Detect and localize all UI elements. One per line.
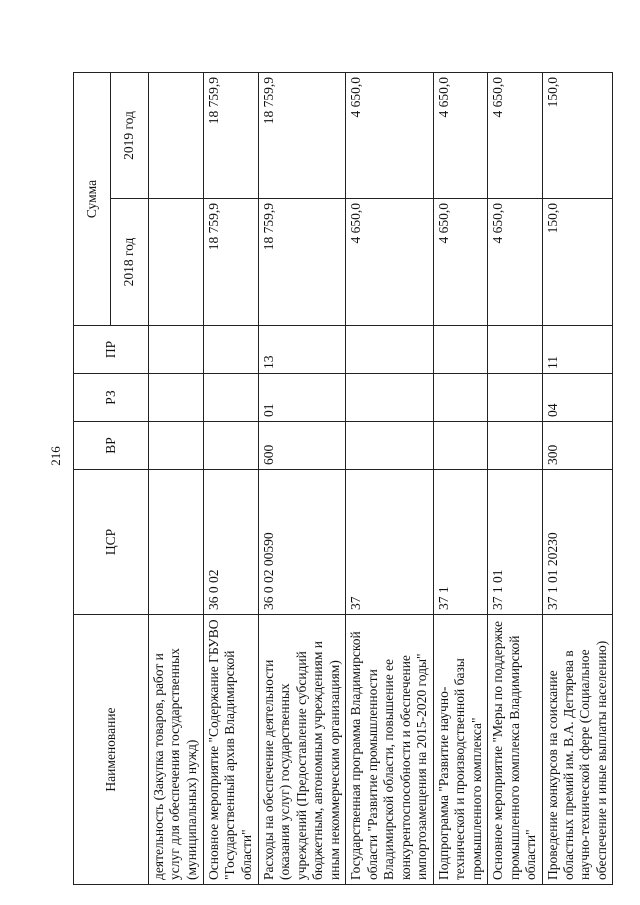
- row-pr: [346, 326, 433, 374]
- row-2018: 150,0: [542, 199, 613, 326]
- header-name: Наименование: [74, 615, 149, 885]
- row-vr: [204, 422, 259, 470]
- table-row: [488, 72, 542, 884]
- header-2019: 2019 год: [111, 72, 149, 198]
- row-vr: [346, 422, 433, 470]
- row-vr: [488, 422, 542, 470]
- header-sum: Сумма: [74, 72, 111, 325]
- row-csr: 37 1 01 20230: [542, 470, 613, 615]
- row-name: Подпрограмма "Развитие научно-технической и производственной базы промышленного комплекса": [433, 615, 487, 885]
- table-row: [346, 72, 433, 884]
- header-csr: ЦСР: [74, 470, 149, 615]
- row-pr: [433, 326, 487, 374]
- row-rz: [346, 374, 433, 422]
- row-2019: 4 650,0: [433, 72, 487, 198]
- row-vr: 600: [259, 422, 346, 470]
- budget-table: [73, 72, 613, 885]
- row-pr: 11: [542, 326, 613, 374]
- row-csr: 37 1 01: [488, 470, 542, 615]
- row-2019: 150,0: [542, 72, 613, 198]
- row-rz: [488, 374, 542, 422]
- row-2018: 18 759,9: [204, 199, 259, 326]
- row-vr: 300: [542, 422, 613, 470]
- row-2019: 18 759,9: [259, 72, 346, 198]
- header-vr: ВР: [74, 422, 149, 470]
- row-2019: 18 759,9: [204, 72, 259, 198]
- row-2018: 4 650,0: [488, 199, 542, 326]
- row-2019: [149, 72, 204, 198]
- row-name: Государственная программа Владимирской области "Развитие промышленности Владимирской области, повышение ее конкурентоспособности и обеспечение импортозамещения на 2015-2020 годы": [346, 615, 433, 885]
- row-2018: 4 650,0: [433, 199, 487, 326]
- row-2019: 4 650,0: [488, 72, 542, 198]
- rotated-table-container: [73, 73, 611, 885]
- table-row: [204, 72, 259, 884]
- header-pr: ПР: [74, 326, 149, 374]
- row-csr: 37 1: [433, 470, 487, 615]
- table-row: [259, 72, 346, 884]
- row-name: деятельность (Закупка товаров, работ и услуг для обеспечения государственных (муниципальных) нужд): [149, 615, 204, 885]
- row-csr: 37: [346, 470, 433, 615]
- row-2018: 4 650,0: [346, 199, 433, 326]
- row-name: Проведение конкурсов на соискание областных премий им. В.А. Дегтярева в научно-технической сфере (Социальное обеспечение и иные выплаты населению): [542, 615, 613, 885]
- row-vr: [149, 422, 204, 470]
- table-row: [433, 72, 487, 884]
- header-2018: 2018 год: [111, 199, 149, 326]
- row-rz: [204, 374, 259, 422]
- row-rz: 04: [542, 374, 613, 422]
- row-rz: [433, 374, 487, 422]
- row-csr: [149, 470, 204, 615]
- row-name: Основное мероприятие "Меры по поддержке промышленного комплекса Владимирской области": [488, 615, 542, 885]
- page-number: 216: [47, 446, 63, 466]
- row-rz: 01: [259, 374, 346, 422]
- row-pr: 13: [259, 326, 346, 374]
- header-row-1: [74, 72, 111, 884]
- row-csr: 36 0 02: [204, 470, 259, 615]
- row-pr: [488, 326, 542, 374]
- row-vr: [433, 422, 487, 470]
- row-2018: [149, 199, 204, 326]
- header-rz: РЗ: [74, 374, 149, 422]
- table-row: [542, 72, 613, 884]
- row-rz: [149, 374, 204, 422]
- row-name: Основное мероприятие "Содержание ГБУВО "Государственный архив Владимирской области": [204, 615, 259, 885]
- table-row: [149, 72, 204, 884]
- row-pr: [204, 326, 259, 374]
- row-csr: 36 0 02 00590: [259, 470, 346, 615]
- row-2018: 18 759,9: [259, 199, 346, 326]
- row-pr: [149, 326, 204, 374]
- row-2019: 4 650,0: [346, 72, 433, 198]
- row-name: Расходы на обеспечение деятельности (оказания услуг) государственных учреждений (Предоставление субсидий бюджетным, автономным учреждениям и иным некоммерческим организациям): [259, 615, 346, 885]
